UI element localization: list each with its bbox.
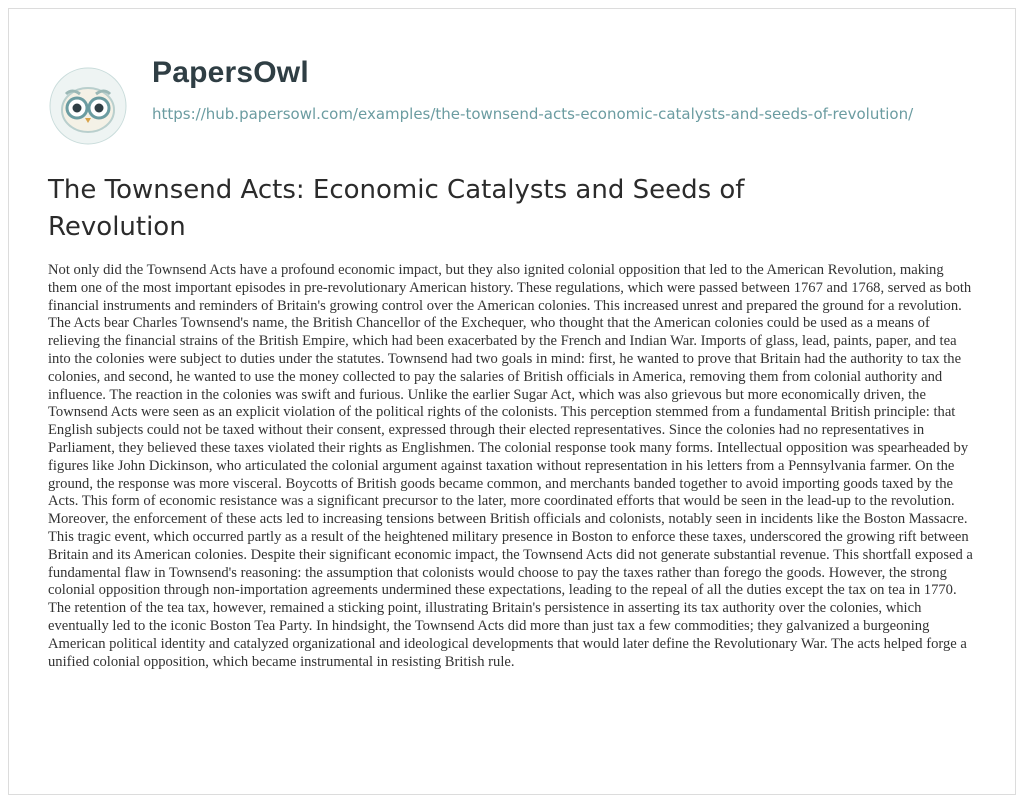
source-url-link[interactable]: https://hub.papersowl.com/examples/the-townsend-acts-economic-catalysts-and-seeds-of-revolution/	[152, 105, 914, 123]
owl-icon[interactable]	[48, 66, 128, 146]
brand-name[interactable]: PapersOwl	[152, 56, 309, 89]
page-title: The Townsend Acts: Economic Catalysts and Seeds of Revolution	[48, 175, 745, 242]
article-body: Not only did the Townsend Acts have a profound economic impact, but they also ignited colonial opposition that led to the American Revolution, making them one of the most important episodes in pre-revolutionary American history. These regulations, which were passed between 1767 and 1768, served as both financial instruments and reminders of Britain's growing control over the American colonies. This increased unrest and prepared the ground for a revolution. The Acts bear Charles Townsend's name, the British Chancellor of the Exchequer, who thought that the American colonies could be used as a means of relieving the financial strains of the British Empire, which had been exacerbated by the French and Indian War. Imports of glass, lead, paints, paper, and tea into the colonies were subject to duties under the statutes. Townsend had two goals in mind: first, he wanted to prove that Britain had the authority to tax the colonies, and second, he wanted to use the money collected to pay the salaries of British officials in America, removing them from colonial authority and influence. The reaction in the colonies was swift and furious. Unlike the earlier Sugar Act, which was also grievous but more economically driven, the Townsend Acts were seen as an explicit violation of the political rights of the colonists. This perception stemmed from a fundamental British principle: that English subjects could not be taxed without their consent, expressed through their elected representatives. Since the colonies had no representatives in Parliament, they believed these taxes violated their rights as Englishmen. The colonial response took many forms. Intellectual opposition was spearheaded by figures like John Dickinson, who articulated the colonial argument against taxation without representation in his letters from a Pennsylvania farmer. On the ground, the response was more visceral. Boycotts of British goods became common, and merchants banded together to avoid importing goods taxed by the Acts. This form of economic resistance was a significant precursor to the later, more coordinated efforts that would be seen in the lead-up to the revolution. Moreover, the enforcement of these acts led to increasing tensions between British officials and colonists, notably seen in incidents like the Boston Massacre. This tragic event, which occurred partly as a result of the heightened military presence in Boston to enforce these taxes, underscored the growing rift between Britain and its American colonies. Despite their significant economic impact, the Townsend Acts did not generate substantial revenue. This shortfall exposed a fundamental flaw in Townsend's reasoning: the assumption that colonists would choose to pay the taxes rather than forego the goods. However, the strong colonial opposition through non-importation agreements undermined these expectations, leading to the repeal of all the duties except the tax on tea in 1770. The retention of the tea tax, however, remained a sticking point, illustrating Britain's persistence in asserting its tax authority over the colonies, which eventually led to the iconic Boston Tea Party. In hindsight, the Townsend Acts did more than just tax a few commodities; they galvanized a burgeoning American political identity and catalyzed organizational and ideological developments that would later define the Revolutionary War. The acts helped forge a unified colonial opposition, which became instrumental in resisting British rule.	[48, 262, 973, 670]
